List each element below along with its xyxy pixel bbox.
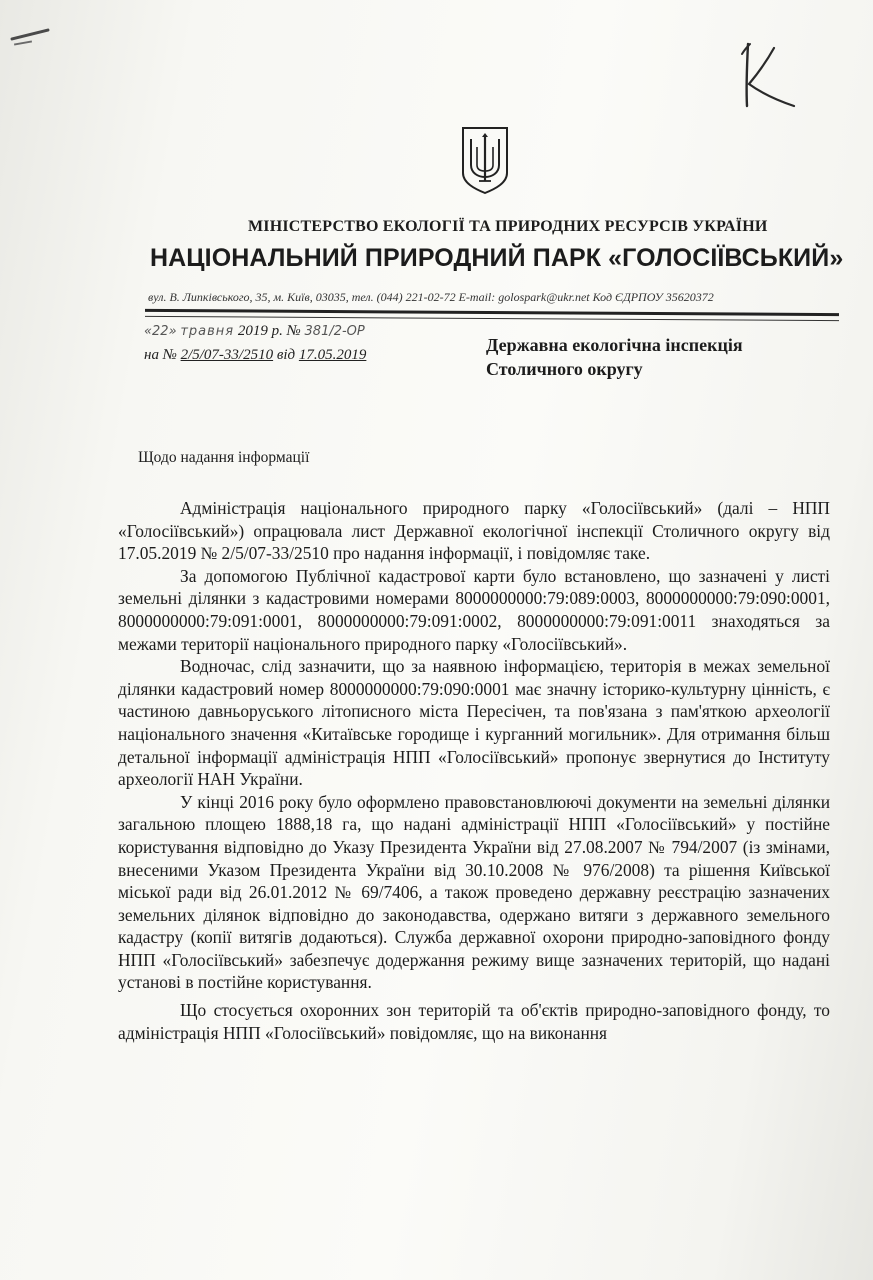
recipient-block (486, 333, 826, 381)
staple-mark (10, 28, 50, 41)
letter-body (118, 497, 830, 1044)
outgoing-registration-line (144, 323, 365, 340)
date-year: 2019 р. (237, 323, 283, 339)
reply-from: від (276, 347, 296, 363)
reply-date: 17.05.2019 (298, 347, 367, 363)
recipient-line-2: Столичного округу (486, 359, 643, 379)
organization-address: вул. В. Липківського, 35, м. Київ, 03035, тел. (044) 221-02-72 E-mail: golospark@ukr.net Код ЄДРПОУ 35620372 (148, 290, 714, 304)
body-paragraph-5: Що стосується охоронних зон територій та об'єктів природно-заповідного фонду, то адміністрація НПП «Голосіївський» повідомляє, що на виконання (118, 1000, 830, 1043)
body-paragraph-2: За допомогою Публічної кадастрової карти було встановлено, що зазначені у листі земельні ділянки з кадастровими номерами 8000000000:79:089:0003, 8000000000:79:090:0001, 8000000000:79:091:0001, 8000000000:79:091:0002, 8000000000:79:091:0011 знаходяться за межами території національного природного парку «Голосіївський». (118, 565, 830, 654)
header-divider-thick (145, 309, 839, 316)
reply-prefix: на № (144, 347, 177, 363)
outgoing-number: 381/2-ОР (304, 324, 365, 339)
number-label: № (286, 323, 301, 339)
body-paragraph-3: Водночас, слід зазначити, що за наявною інформацією, територія в межах земельної ділянки кадастровий номер 8000000000:79:090:0001 має значну історико-культурну цінність, є частиною давньоруського літописного міста Пересічен, та пов'язана з пам'яткою археології національного значення «Китаївське городище і курганний могильник». Для отримання більш детальної інформації адміністрація НПП «Голосіївський» пропонує звернутися до Інституту археології НАН України. (118, 656, 830, 790)
park-name: НАЦІОНАЛЬНИЙ ПРИРОДНИЙ ПАРК «ГОЛОСІЇВСЬКИЙ» (150, 244, 844, 272)
trident-emblem-icon (460, 125, 510, 195)
recipient-line-1: Державна екологічна інспекція (486, 335, 743, 355)
header-divider-thin (145, 316, 839, 321)
date-month: травня (180, 324, 235, 339)
body-paragraph-1: Адміністрація національного природного парку «Голосіївський» (далі – НПП «Голосіївський») опрацювала лист Державної екологічної інспекції Столичного округу від 17.05.2019 № 2/5/07-33/2510 про надання інформації, і повідомляє таке. (118, 498, 830, 564)
reply-number: 2/5/07-33/2510 (180, 347, 274, 363)
ministry-name: МІНІСТЕРСТВО ЕКОЛОГІЇ ТА ПРИРОДНИХ РЕСУРСІВ УКРАЇНИ (248, 218, 768, 235)
date-day: «22» (144, 324, 177, 339)
handwritten-mark-k (738, 40, 800, 112)
body-paragraph-4: У кінці 2016 року було оформлено правовстановлюючі документи на земельні ділянки загальною площею 1888,18 га, що надані адміністрації НПП «Голосіївський» у постійне користування відповідно до Указу Президента України від 27.08.2007 № 794/2007 (із змінами, внесеними Указом Президента України від 30.10.2008 № 976/2008) та рішення Київської міської ради від 26.01.2012 № 69/7406, а також проведено державну реєстрацію зазначених земельних ділянок відповідно до законодавства, одержано витяги з державного земельного кадастру (копії витягів додаються). Служба державної охорони природно-заповідного фонду НПП «Голосіївський» забезпечує додержання режиму вище зазначених територій, що надані установі в постійне користування. (118, 791, 830, 993)
reply-reference-line (144, 347, 366, 364)
letter-subject: Щодо надання інформації (138, 449, 310, 466)
staple-mark-shadow (14, 40, 32, 45)
